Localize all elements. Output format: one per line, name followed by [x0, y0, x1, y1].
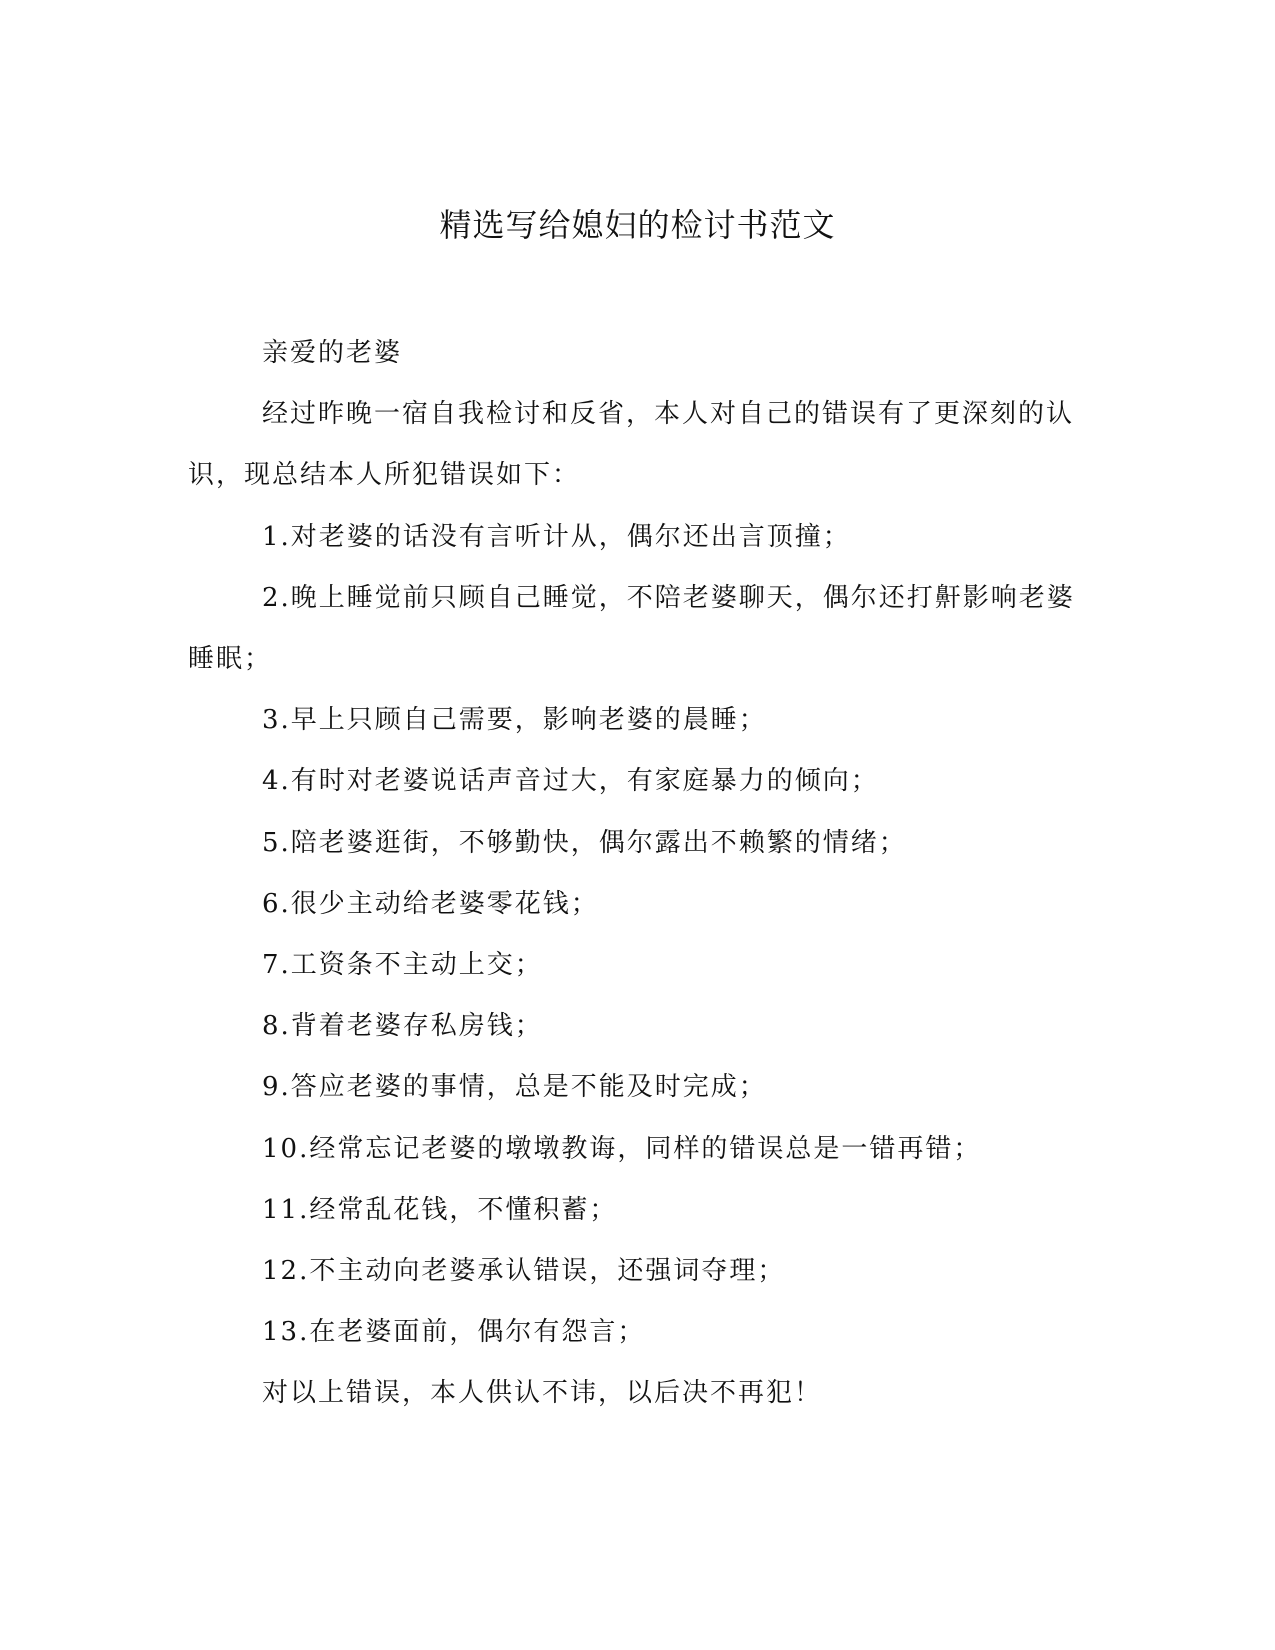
list-item: 12.不主动向老婆承认错误，还强词夺理； [262, 1256, 786, 1287]
salutation: 亲爱的老婆 [262, 338, 403, 368]
list-item: 8.背着老婆存私房钱； [262, 1011, 543, 1042]
list-item: 2.晚上睡觉前只顾自己睡觉，不陪老婆聊天，偶尔还打鼾影响老婆睡眠； [188, 582, 1075, 675]
list-item: 5.陪老婆逛街，不够勤快，偶尔露出不赖繁的情绪； [262, 827, 907, 858]
list-item: 1.对老婆的话没有言听计从，偶尔还出言顶撞； [262, 521, 851, 552]
list-item: 3.早上只顾自己需要，影响老婆的晨睡； [262, 705, 767, 736]
closing-paragraph: 对以上错误，本人供认不讳，以后决不再犯！ [262, 1378, 823, 1409]
list-item: 6.很少主动给老婆零花钱； [262, 888, 599, 919]
list-item: 13.在老婆面前，偶尔有怨言； [262, 1317, 646, 1348]
document-title: 精选写给媳妇的检讨书范文 [439, 206, 836, 244]
list-item: 10.经常忘记老婆的墩墩教诲，同样的错误总是一错再错； [262, 1133, 982, 1164]
list-item: 7.工资条不主动上交； [262, 950, 543, 981]
list-item: 9.答应老婆的事情，总是不能及时完成； [262, 1072, 767, 1103]
list-item: 11.经常乱花钱，不懂积蓄； [262, 1194, 618, 1225]
document-body [188, 323, 1078, 1425]
intro-paragraph: 经过昨晚一宿自我检讨和反省，本人对自己的错误有了更深刻的认识，现总结本人所犯错误如下： [188, 399, 1075, 491]
list-item: 4.有时对老婆说话声音过大，有家庭暴力的倾向； [262, 766, 879, 797]
